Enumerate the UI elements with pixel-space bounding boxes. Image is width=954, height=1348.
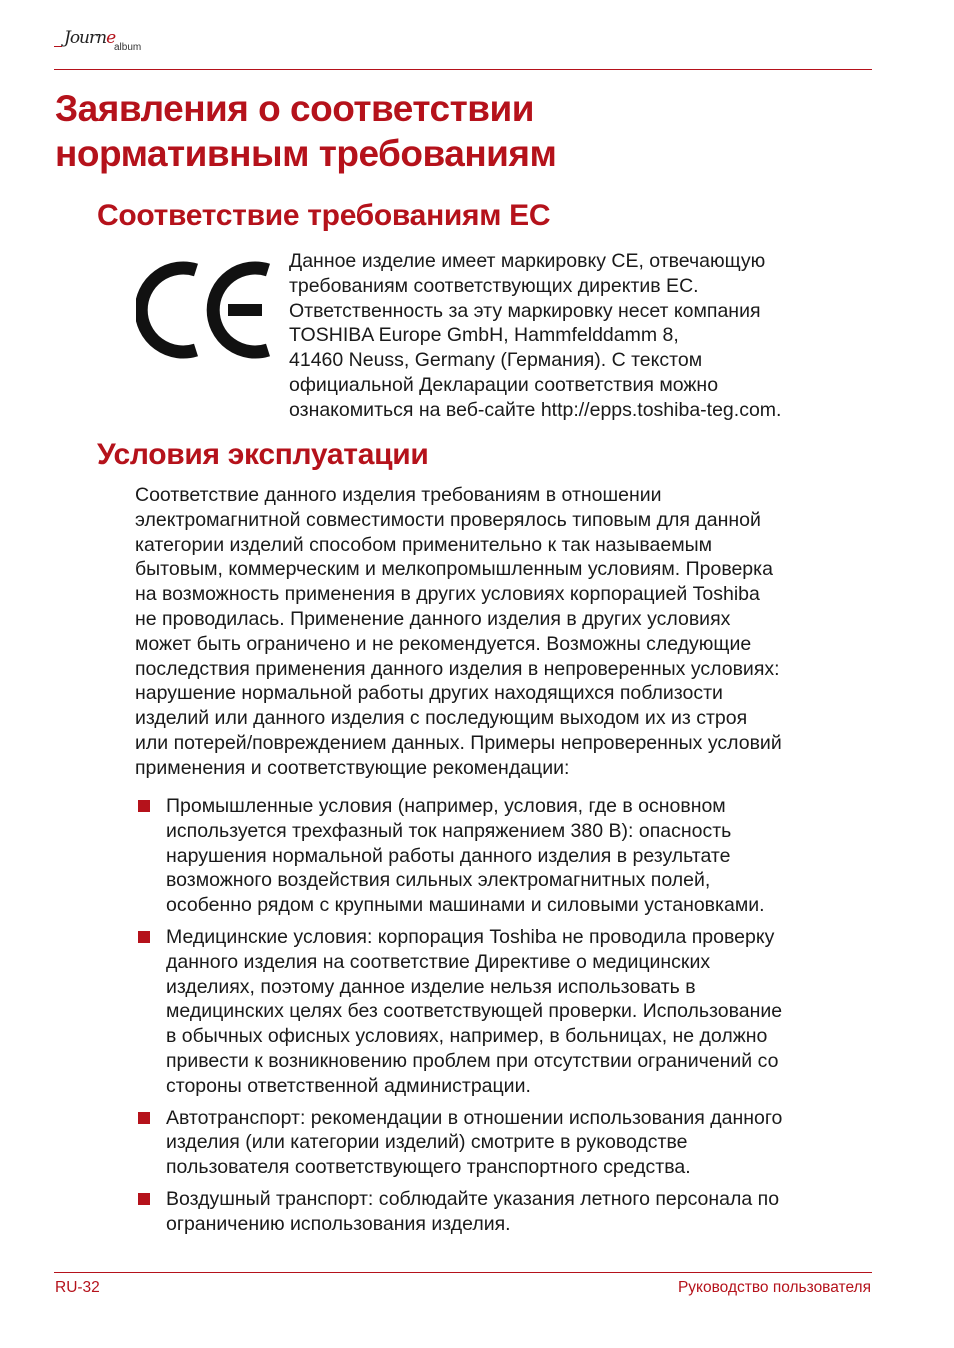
square-bullet-icon [138,931,150,943]
logo-script-text: Journe [64,28,116,48]
page-number: RU-32 [55,1279,100,1296]
text-line: нарушение нормальной работы других находящихся поблизости [135,682,723,705]
ce-mark-icon [136,258,276,362]
text-line: медицинских целях без соответствующей проверки. Использование [166,1000,783,1023]
text-line: Воздушный транспорт: соблюдайте указания летного персонала по [166,1187,780,1210]
text-line: ограничению использования изделия. [166,1212,511,1235]
square-bullet-icon [138,800,150,812]
text-line: пользователя соответствующего транспортного средства. [166,1156,691,1179]
square-bullet-icon [138,1193,150,1205]
text-line: возможного воздействия сильных электромагнитных полей, [166,869,711,892]
ec-paragraph [289,249,889,423]
text-line: Медицинские условия: корпорация Toshiba не проводила проверку [166,925,775,948]
text-line: ознакомиться на веб-сайте http://epps.toshiba-teg.com. [289,398,782,421]
text-line: изделиях, поэтому данное изделие нельзя использовать в [166,975,696,998]
text-line: Соответствие данного изделия требованиям в отношении [135,484,662,506]
text-line: последствия применения данного изделия в непроверенных условиях: [135,657,780,680]
text-line: Ответственность за эту маркировку несет компания [289,299,761,322]
list-item [136,1187,876,1237]
text-line: изделий или данного изделия с последующим выходом их из строя [135,707,748,730]
text-line: не проводилась. Применение данного изделия в других условиях [135,607,731,630]
text-line: привести к возникновению проблем при отсутствии ограничений со [166,1049,779,1072]
text-line: стороны ответственной администрации. [166,1074,531,1097]
footer-doc-title: Руководство пользователя [677,1279,871,1296]
text-line: может быть ограничено и не рекомендуется. Возможны следующие [135,632,752,655]
section-heading-environment: Условия эксплуатации [97,438,429,471]
list-item [136,1106,876,1180]
text-line: изделия (или категории изделий) смотрите в руководстве [166,1131,688,1154]
conditions-list [136,794,876,1244]
text-line: данного изделия на соответствие Директиве о медицинских [166,950,711,973]
text-line: применения и соответствующие рекомендации: [135,756,570,779]
text-line: категории изделий способом применительно к так называемым [135,533,713,556]
text-line: официальной Декларации соответствия можно [289,373,719,396]
list-item [136,925,876,1099]
journe-album-logo [54,28,154,62]
environment-paragraph [135,483,895,781]
text-line: Автотранспорт: рекомендации в отношении использования данного [166,1106,783,1129]
logo-accent-line [54,46,62,47]
text-line: Промышленные условия (например, условия, где в основном [166,795,726,817]
text-line: или потерей/повреждением данных. Примеры непроверенных условий [135,731,782,754]
section-heading-ec: Соответствие требованиям ЕС [97,199,551,232]
text-line: на возможность применения в других условиях корпорацией Toshiba [135,583,760,606]
page-title [55,86,855,176]
page-title-line-2: нормативным требованиям [55,133,557,174]
text-line: в обычных офисных условиях, например, в больницах, не должно [166,1025,768,1048]
text-line: TOSHIBA Europe GmbH, Hammfelddamm 8, [289,324,679,347]
logo-subtext: album [114,42,142,53]
list-item [136,794,876,918]
text-line: требованиям соответствующих директив ЕС. [289,274,699,297]
text-line: бытовым, коммерческим и мелкопромышленным условиям. Проверка [135,558,773,581]
square-bullet-icon [138,1112,150,1124]
text-line: нарушения нормальной работы данного изделия в результате [166,844,731,867]
text-line: особенно рядом с крупными машинами и силовыми установками. [166,894,765,917]
text-line: электромагнитной совместимости проверялось типовым для данной [135,508,761,531]
footer-divider [54,1272,872,1273]
text-line: 41460 Neuss, Germany (Германия). С текстом [289,349,703,372]
text-line: используется трехфазный ток напряжением 380 В): опасность [166,819,732,842]
text-line: Данное изделие имеет маркировку CE, отвечающую [289,250,766,272]
header-divider [54,69,872,70]
page-title-line-1: Заявления о соответствии [55,88,534,129]
